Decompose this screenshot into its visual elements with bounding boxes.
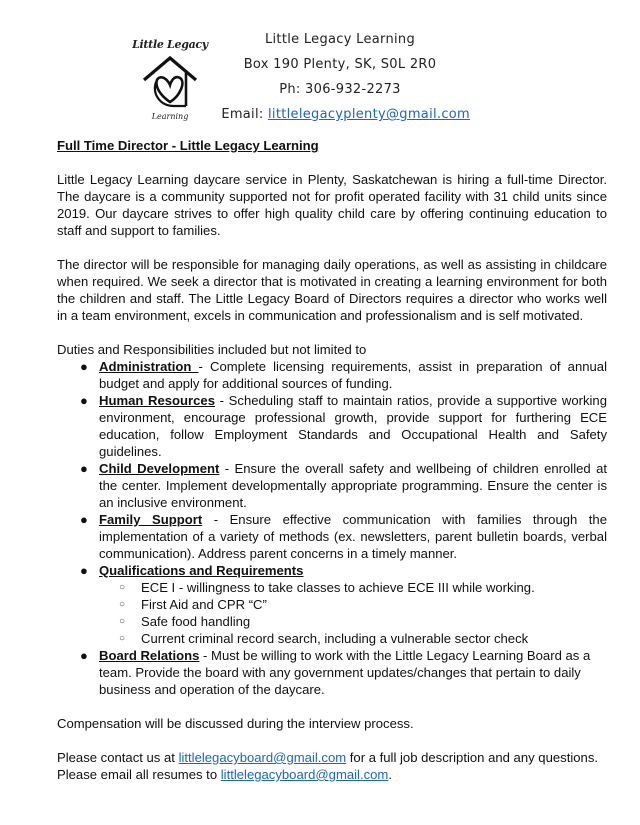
qualification-item xyxy=(99,613,607,630)
phone-label: Ph: xyxy=(279,82,301,97)
hollow-bullet-icon: ○ xyxy=(119,616,126,627)
address: Box 190 Plenty, SK, S0L 2R0 xyxy=(243,57,437,72)
contact-line2-prefix: Please email all resumes to xyxy=(57,767,221,782)
bullet-icon: ● xyxy=(80,512,88,527)
duty-heading: Administration xyxy=(99,359,199,374)
email-line xyxy=(220,102,470,127)
logo-bottom-text: Learning xyxy=(151,112,189,121)
duty-heading: Human Resources xyxy=(99,393,215,408)
house-heart-icon xyxy=(140,52,200,112)
qualification-item xyxy=(99,596,607,613)
org-name: Little Legacy Learning xyxy=(264,32,416,47)
duty-text: - Complete licensing requirements, assist in preparation of annual budget and apply for additional sources of funding. xyxy=(99,359,607,391)
duty-heading: Child Development xyxy=(99,461,220,476)
contact-line1-prefix: Please contact us at xyxy=(57,750,179,765)
bullet-icon: ● xyxy=(80,393,88,408)
qualification-text: Safe food handling xyxy=(141,614,251,629)
duty-item-human-resources xyxy=(57,392,607,460)
contact-line2-suffix: . xyxy=(388,767,392,782)
duty-text: - Scheduling staff to maintain ratios, provide a supportive working environment, encourage professional growth, provide support for furthering ECE education, follow Employment Standards and Occupational Health and Safety guidelines. xyxy=(99,393,607,459)
email-label: Email: xyxy=(221,107,264,122)
phone-line xyxy=(220,77,460,102)
bullet-icon: ● xyxy=(80,359,88,374)
duties-intro: Duties and Responsibilities included but not limited to xyxy=(57,342,367,357)
contact-paragraph xyxy=(57,749,607,783)
duty-heading: Qualifications and Requirements xyxy=(99,563,304,578)
qualification-item xyxy=(99,630,607,647)
duties-list xyxy=(57,358,607,698)
letterhead xyxy=(0,0,640,135)
duty-heading: Board Relations xyxy=(99,648,200,663)
logo xyxy=(132,36,208,128)
compensation-paragraph: Compensation will be discussed during the interview process. xyxy=(57,716,414,731)
duty-text: - Ensure the overall safety and wellbeing of children enrolled at the center. Implement developmentally appropriate programming. Ensure the center is an inclusive environment. xyxy=(99,461,608,510)
logo-top-text: Little Legacy xyxy=(132,38,208,51)
document-body xyxy=(57,137,607,783)
bullet-icon: ● xyxy=(80,461,88,476)
contact-line1-suffix: for a full job description and any questions. xyxy=(346,750,598,765)
duty-item-family-support xyxy=(57,511,607,562)
qualification-text: ECE I - willingness to take classes to achieve ECE III while working. xyxy=(141,580,535,595)
bullet-icon: ● xyxy=(80,648,88,663)
hollow-bullet-icon: ○ xyxy=(119,633,126,644)
duty-text: - Ensure effective communication with families through the implementation of a variety of methods (ex. newsletters, parent bulletin boards, verbal communication). Address parent concerns in a timely manner. xyxy=(99,512,607,561)
qualification-text: First Aid and CPR “C” xyxy=(141,597,267,612)
intro-paragraph: Little Legacy Learning daycare service in Plenty, Saskatchewan is hiring a full-time Director. The daycare is a community supported not for profit operated facility with 31 child units since 2019. Our daycare strives to offer high quality child care by offering continuing education to staff and support to families. xyxy=(57,172,607,238)
document-title: Full Time Director - Little Legacy Learning xyxy=(57,138,319,153)
role-paragraph: The director will be responsible for managing daily operations, as well as assisting in childcare when required. We seek a director that is motivated in creating a learning environment for both the children and staff. The Little Legacy Board of Directors requires a director who works well in a team environment, excels in communication and professionalism and is self motivated. xyxy=(57,257,607,323)
duty-heading: Family Support xyxy=(99,512,203,527)
board-email-link-1[interactable]: littlelegacyboard@gmail.com xyxy=(178,750,347,765)
qualification-item xyxy=(99,579,607,596)
hollow-bullet-icon: ○ xyxy=(119,582,126,593)
spacer xyxy=(57,698,607,715)
duty-item-qualifications xyxy=(57,562,607,647)
hollow-bullet-icon: ○ xyxy=(119,599,126,610)
duty-item-administration xyxy=(57,358,607,392)
header-email-link[interactable]: littlelegacyplenty@gmail.com xyxy=(268,107,470,122)
duty-item-child-development xyxy=(57,460,607,511)
phone-number: 306-932-2273 xyxy=(305,82,401,97)
contact-block xyxy=(220,27,470,127)
qualification-text: Current criminal record search, including a vulnerable sector check xyxy=(141,631,529,646)
bullet-icon: ● xyxy=(80,563,88,578)
qualifications-list xyxy=(99,579,607,647)
duty-text: - Must be willing to work with the Little Legacy Learning Board as a team. Provide the board with any government updates/changes that pertain to daily business and operation of the daycare. xyxy=(99,648,591,697)
board-email-link-2[interactable]: littlelegacyboard@gmail.com xyxy=(220,767,389,782)
duty-item-board-relations xyxy=(57,647,607,698)
